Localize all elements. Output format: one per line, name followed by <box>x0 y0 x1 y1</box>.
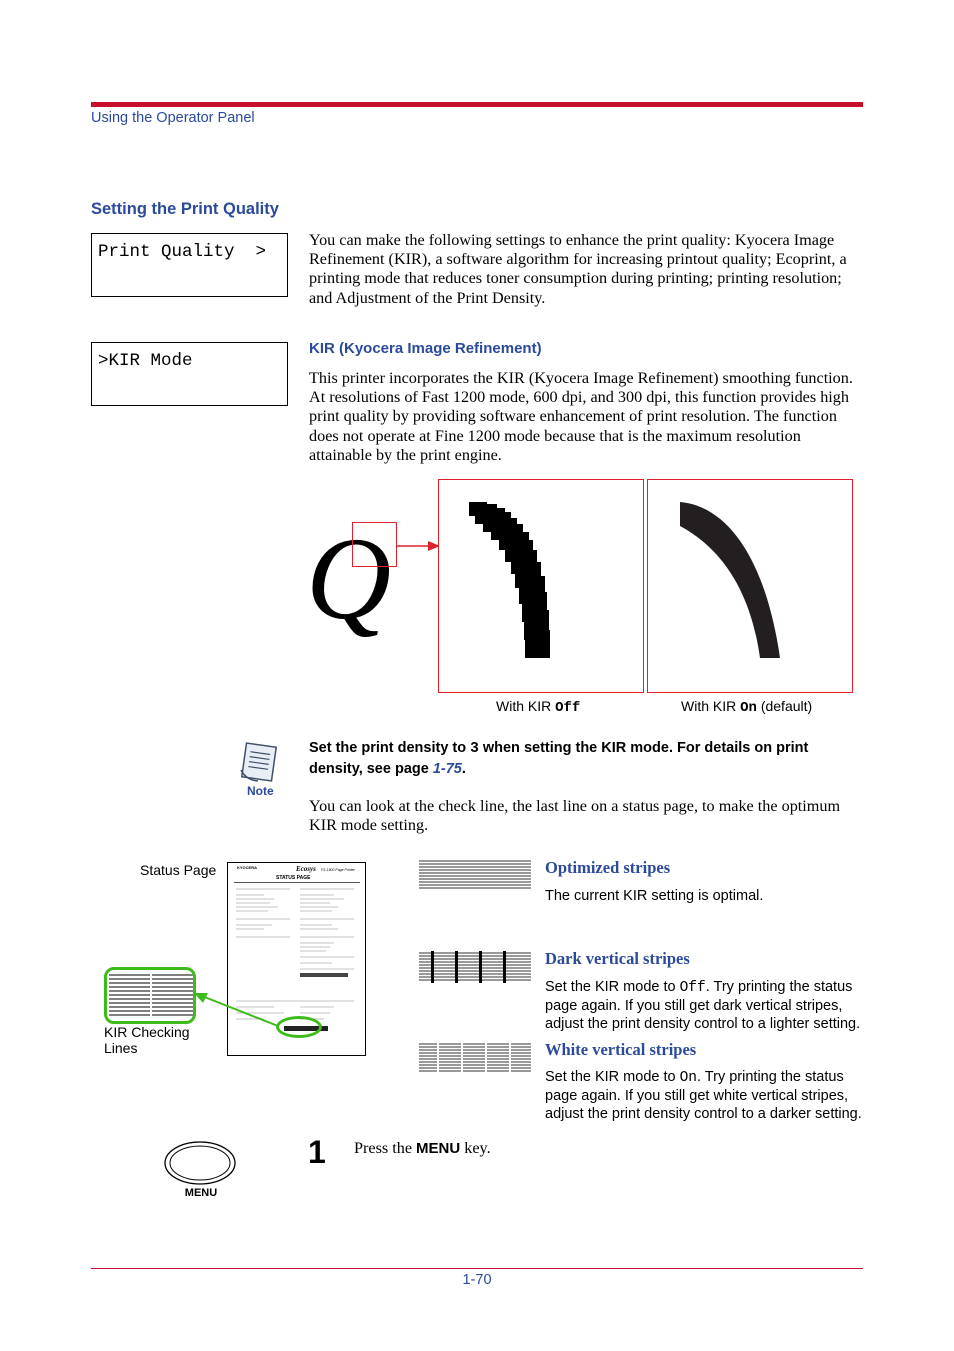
page-link[interactable]: 1-75 <box>432 761 462 777</box>
menu-key-icon <box>164 1140 238 1186</box>
menu-key-label: MENU <box>184 1187 218 1199</box>
mini-model: FS-1800 Page Printer <box>321 868 355 872</box>
white-stripes-sample <box>419 1042 531 1074</box>
smooth-stroke-image <box>648 480 851 691</box>
zoom-frame <box>352 522 397 567</box>
mini-logo: KYOCERA <box>237 865 258 870</box>
check-line-paragraph: You can look at the check line, the last line on a status page, to make the optimum KIR mode setting. <box>309 797 841 835</box>
optimized-stripes-sample <box>419 859 531 891</box>
kir-lines-zoomed <box>107 970 193 1021</box>
section-title: Setting the Print Quality <box>91 200 279 218</box>
lcd-kir-mode: >KIR Mode <box>91 342 288 406</box>
note-text: Set the print density to 3 when setting the KIR mode. For details on print density, see page 1-75. <box>309 740 809 777</box>
kir-title: KIR (Kyocera Image Refinement) <box>309 340 542 357</box>
status-page-label: Status Page <box>140 862 217 878</box>
caption-kir-off: With KIR Off <box>496 698 581 716</box>
q-letter: Q <box>306 513 392 644</box>
kir-on-panel <box>647 479 853 693</box>
lcd-print-quality: Print Quality > <box>91 233 288 297</box>
kir-checking-label: KIR Checking Lines <box>104 1024 190 1056</box>
jagged-stroke-image <box>439 480 642 691</box>
kir-lines-magnifier <box>104 967 196 1024</box>
dark-stripes-text: Set the KIR mode to Off. Try printing the status page again. If you still get dark vertical stripes, adjust the print density control to a lighter setting. <box>545 979 861 1032</box>
step-text: Press the MENU key. <box>354 1139 491 1157</box>
mini-brand: Ecosys <box>296 865 316 873</box>
optimized-stripes-text: The current KIR setting is optimal. <box>545 888 764 904</box>
running-header: Using the Operator Panel <box>91 110 255 126</box>
footer-rule <box>91 1268 863 1269</box>
caption-kir-on: With KIR On (default) <box>681 698 813 716</box>
note-label: Note <box>247 784 274 798</box>
kir-lines-highlight <box>276 1016 322 1038</box>
white-stripes-title: White vertical stripes <box>545 1040 697 1059</box>
dark-stripes-title: Dark vertical stripes <box>545 949 690 968</box>
dark-stripes-sample <box>419 951 531 983</box>
optimized-stripes-title: Optimized stripes <box>545 858 671 877</box>
kir-off-panel <box>438 479 644 693</box>
mini-title: STATUS PAGE <box>276 875 311 881</box>
page-number: 1-70 <box>462 1272 492 1288</box>
step-number: 1 <box>308 1134 326 1170</box>
zoom-arrow <box>396 538 441 554</box>
white-stripes-text: Set the KIR mode to On. Try printing the status page again. If you still get white vertical stripes, adjust the print density control to a darker setting. <box>545 1069 862 1122</box>
intro-paragraph: You can make the following settings to enhance the print quality: Kyocera Image Refinement (KIR), a software algorithm for increasing printout quality; Ecoprint, a printing mode that reduces toner consumption during printing; printing resolution; and Adjustment of the Print Density. <box>309 231 847 307</box>
kir-paragraph: This printer incorporates the KIR (Kyocera Image Refinement) smoothing function. At resolutions of Fast 1200 mode, 600 dpi, and 300 dpi, this function provides high print quality by providing software enhancement of print resolution. The function does not operate at Fine 1200 mode because that is the maximum resolution attainable by the print engine. <box>309 369 853 464</box>
note-icon <box>238 740 284 784</box>
highlight-arrow <box>192 990 282 1030</box>
header-rule <box>91 102 863 107</box>
